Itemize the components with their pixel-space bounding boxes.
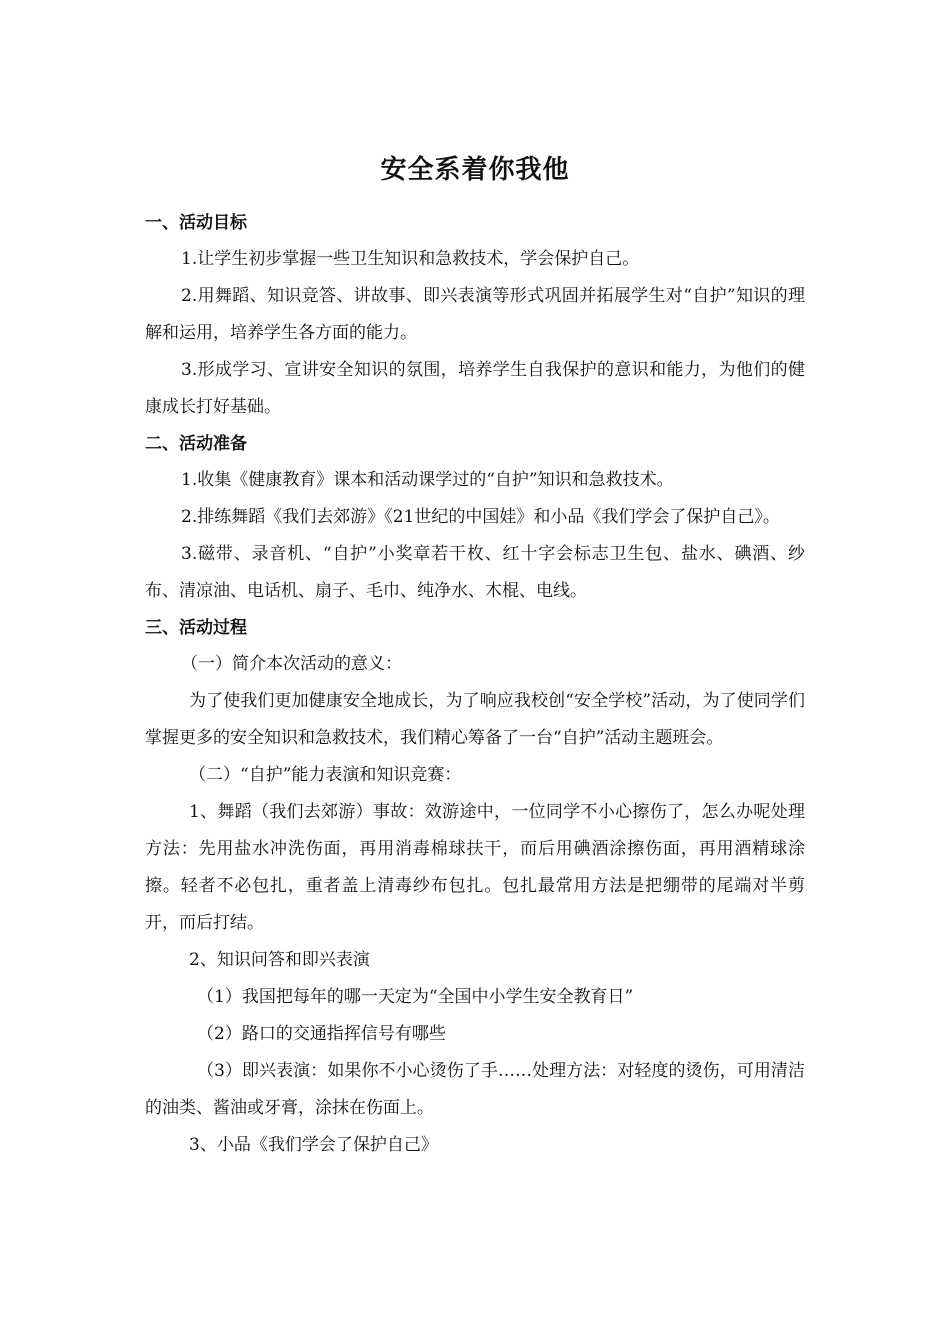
- document-title: 安全系着你我他: [380, 155, 570, 186]
- paragraph: （一）简介本次活动的意义：: [181, 654, 402, 675]
- paragraph: （3）即兴表演：如果你不小心烫伤了手……处理方法：对轻度的烫伤，可用清洁的油类、酱油或牙膏，涂抹在伤面上。: [145, 1061, 805, 1119]
- section-preparation: [145, 426, 805, 610]
- paragraph: 2、知识问答和即兴表演: [189, 950, 370, 971]
- section-heading: 一、活动目标: [145, 213, 247, 234]
- section-heading: 三、活动过程: [145, 618, 247, 639]
- paragraph: （2）路口的交通指挥信号有哪些: [197, 1024, 446, 1045]
- paragraph: （二）“自护”能力表演和知识竞赛：: [189, 765, 462, 786]
- paragraph: 3、小品《我们学会了保护自己》: [189, 1135, 438, 1156]
- paragraph: 1.让学生初步掌握一些卫生知识和急救技术，学会保护自己。: [181, 249, 640, 270]
- paragraph: 2.用舞蹈、知识竞答、讲故事、即兴表演等形式巩固并拓展学生对“自护”知识的理解和运用，培养学生各方面的能力。: [145, 286, 805, 344]
- paragraph: 1.收集《健康教育》课本和活动课学过的“自护”知识和急救技术。: [181, 470, 674, 491]
- document-page: [145, 128, 805, 1164]
- paragraph: 3.形成学习、宣讲安全知识的氛围，培养学生自我保护的意识和能力，为他们的健康成长打好基础。: [145, 360, 805, 418]
- paragraph: 2.排练舞蹈《我们去郊游》《21世纪的中国娃》和小品《我们学会了保护自己》。: [181, 507, 780, 528]
- paragraph: 1、舞蹈（我们去郊游）事故：效游途中，一位同学不小心擦伤了，怎么办呢处理方法：先用盐水冲洗伤面，再用消毒棉球扶干，而后用碘酒涂擦伤面，再用酒精球涂擦。轻者不必包扎，重者盖上清毒纱布包扎。包扎最常用方法是把绷带的尾端对半剪开，而后打结。: [145, 802, 805, 934]
- section-process: [145, 610, 805, 1164]
- paragraph: （1）我国把每年的哪一天定为“全国中小学生安全教育日”: [197, 987, 634, 1008]
- paragraph: 3.磁带、录音机、“自护”小奖章若干枚、红十字会标志卫生包、盐水、碘酒、纱布、清凉油、电话机、扇子、毛巾、纯净水、木棍、电线。: [145, 544, 805, 602]
- section-goals: [145, 205, 805, 426]
- section-heading: 二、活动准备: [145, 434, 247, 455]
- paragraph: 为了使我们更加健康安全地成长，为了响应我校创“安全学校”活动，为了使同学们掌握更多的安全知识和急救技术，我们精心筹备了一台“自护”活动主题班会。: [145, 691, 805, 749]
